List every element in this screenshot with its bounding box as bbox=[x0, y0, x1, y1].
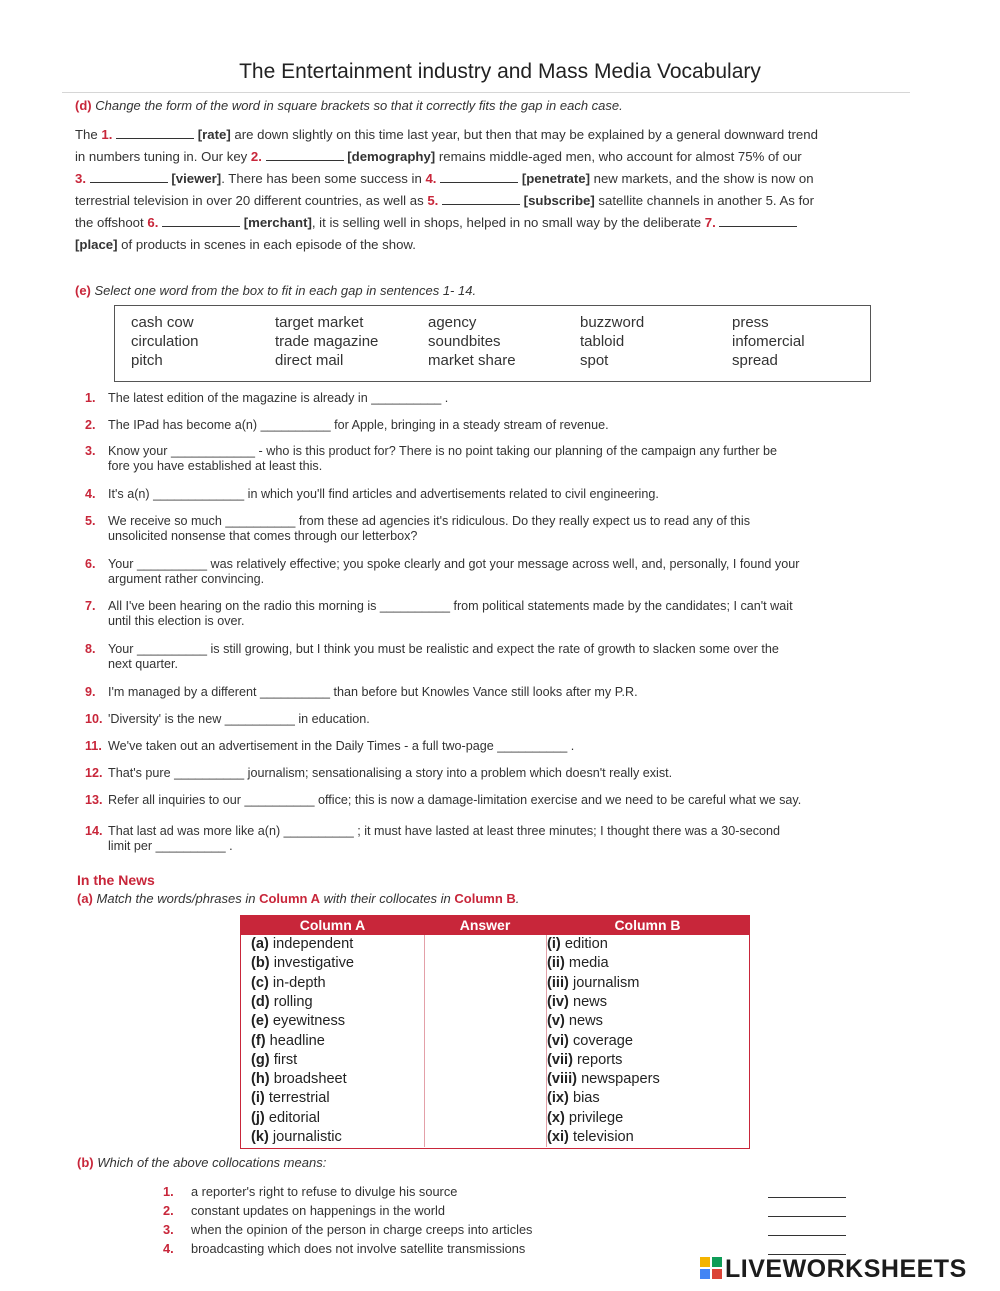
question-text-continued: limit per __________ . bbox=[108, 839, 233, 853]
question-text: The latest edition of the magazine is already in __________ . bbox=[108, 391, 449, 405]
news-a-col-a-ref: Column A bbox=[259, 891, 320, 906]
item-numeral: (v) bbox=[547, 1013, 565, 1030]
answer-cell[interactable] bbox=[427, 975, 543, 993]
word-option: pitch bbox=[131, 352, 163, 369]
item-word: reports bbox=[577, 1051, 623, 1068]
news-b-instruction bbox=[77, 1155, 326, 1170]
question-text: We receive so much __________ from these ad agencies it's ridiculous. Do they really expect us to read any of this bbox=[108, 514, 751, 528]
answer-cell[interactable] bbox=[427, 955, 543, 973]
item-letter: (g) bbox=[251, 1051, 270, 1068]
item-number: 1. bbox=[163, 1184, 174, 1199]
question-number: 9. bbox=[85, 685, 96, 699]
column-a-item bbox=[251, 1071, 347, 1087]
question-text-continued: unsolicited nonsense that comes through our letterbox? bbox=[108, 529, 418, 543]
question-number: 5. bbox=[85, 514, 96, 528]
column-a-item bbox=[251, 936, 353, 952]
item-word: investigative bbox=[273, 955, 355, 972]
word-option: buzzword bbox=[580, 314, 645, 331]
paragraph-line bbox=[75, 234, 910, 256]
answer-cell[interactable] bbox=[427, 1110, 543, 1128]
word-option: target market bbox=[275, 314, 364, 331]
word-option: spot bbox=[580, 352, 609, 369]
column-b-item bbox=[547, 936, 608, 952]
paragraph-line bbox=[75, 212, 910, 234]
question-text: We've taken out an advertisement in the Daily Times - a full two-page __________ . bbox=[108, 739, 575, 753]
item-numeral: (ix) bbox=[547, 1090, 569, 1107]
paragraph-text: The bbox=[75, 127, 102, 142]
question-number: 6. bbox=[85, 557, 96, 571]
item-word: headline bbox=[269, 1032, 325, 1049]
item-text: a reporter's right to refuse to divulge his source bbox=[191, 1184, 458, 1199]
item-text: when the opinion of the person in charge creeps into articles bbox=[191, 1222, 533, 1237]
question-item bbox=[85, 391, 910, 406]
gap-number: 3. bbox=[75, 171, 86, 186]
section-e-instruction-text: Select one word from the box to fit in each gap in sentences 1- 14. bbox=[94, 283, 477, 298]
item-letter: (c) bbox=[251, 974, 269, 991]
gap-number: 6. bbox=[147, 215, 159, 230]
question-text: That's pure __________ journalism; sensationalising a story into a problem which doesn't really exist. bbox=[108, 766, 673, 780]
column-b-item bbox=[547, 1090, 600, 1106]
item-number: 3. bbox=[163, 1222, 174, 1237]
question-number: 2. bbox=[85, 418, 96, 432]
header-column-a: Column A bbox=[299, 917, 366, 933]
section-d-paragraph bbox=[75, 124, 910, 256]
item-letter: (j) bbox=[251, 1109, 265, 1126]
news-a-text-3: . bbox=[515, 891, 520, 906]
question-item bbox=[85, 712, 910, 727]
item-letter: (e) bbox=[251, 1013, 269, 1030]
question-text: It's a(n) _____________ in which you'll find articles and advertisements related to civil engineering. bbox=[108, 487, 659, 501]
item-word: rolling bbox=[273, 993, 313, 1010]
question-number: 12. bbox=[85, 766, 103, 780]
item-word: in-depth bbox=[272, 974, 326, 991]
paragraph-text: terrestrial television in over 20 different countries, as well as bbox=[75, 193, 428, 208]
bracket-word: [penetrate] bbox=[521, 171, 590, 186]
logo-text: LIVEWORKSHEETS bbox=[725, 1255, 967, 1283]
item-word: television bbox=[572, 1129, 634, 1145]
item-numeral: (xi) bbox=[547, 1129, 569, 1145]
item-word: journalistic bbox=[272, 1129, 342, 1145]
question-number: 1. bbox=[85, 391, 96, 405]
header-column-b: Column B bbox=[614, 917, 681, 933]
bracket-word: [demography] bbox=[347, 149, 436, 164]
column-a-item bbox=[251, 1129, 342, 1145]
question-text-continued: until this election is over. bbox=[108, 614, 245, 628]
answer-gap[interactable] bbox=[442, 192, 520, 205]
question-text-continued: fore you have established at least this. bbox=[108, 459, 323, 473]
column-a-item bbox=[251, 955, 354, 971]
paragraph-text: . There has been some success in bbox=[221, 171, 426, 186]
column-a-item bbox=[251, 1033, 325, 1049]
item-letter: (f) bbox=[251, 1032, 266, 1049]
item-text: broadcasting which does not involve satellite transmissions bbox=[191, 1241, 526, 1256]
paragraph-text: satellite channels in another 5. As for bbox=[594, 193, 814, 208]
column-b-item bbox=[547, 955, 609, 971]
item-word: terrestrial bbox=[268, 1090, 330, 1107]
item-word: news bbox=[572, 993, 608, 1010]
section-d-label: (d) bbox=[75, 98, 92, 113]
item-numeral: (ii) bbox=[547, 955, 565, 972]
question-text: I'm managed by a different __________ than before but Knowles Vance still looks after my P.R. bbox=[108, 685, 638, 699]
word-option: soundbites bbox=[428, 333, 501, 350]
word-option: spread bbox=[732, 352, 778, 369]
item-word: coverage bbox=[572, 1032, 633, 1049]
paragraph-line bbox=[75, 146, 910, 168]
answer-cell[interactable] bbox=[427, 936, 543, 954]
column-a-item bbox=[251, 1090, 330, 1106]
question-item bbox=[85, 599, 910, 629]
item-word: edition bbox=[564, 936, 608, 952]
answer-gap[interactable] bbox=[440, 170, 518, 183]
bracket-word: [place] bbox=[75, 237, 118, 252]
question-number: 13. bbox=[85, 793, 103, 807]
gap-number: 1. bbox=[101, 127, 113, 142]
question-text: Your __________ was relatively effective; you spoke clearly and got your message across well, and, personally, I found your bbox=[108, 557, 800, 571]
column-a-item bbox=[251, 1110, 320, 1126]
item-word: newspapers bbox=[581, 1071, 660, 1088]
item-word: news bbox=[568, 1013, 603, 1030]
question-text: Refer all inquiries to our __________ office; this is now a damage-limitation exercise and we need to be careful what we say. bbox=[108, 793, 802, 807]
answer-gap[interactable] bbox=[719, 214, 797, 227]
answer-cell[interactable] bbox=[427, 1013, 543, 1031]
item-numeral: (vii) bbox=[547, 1051, 573, 1068]
question-number: 10. bbox=[85, 712, 103, 726]
bracket-word: [rate] bbox=[197, 127, 231, 142]
question-text: Know your ____________ - who is this product for? There is no point taking our planning of the campaign any further be bbox=[108, 444, 778, 458]
item-word: journalism bbox=[572, 974, 640, 991]
item-number: 4. bbox=[163, 1241, 174, 1256]
answer-cell[interactable] bbox=[427, 1033, 543, 1051]
news-heading: In the News bbox=[77, 872, 155, 888]
item-numeral: (i) bbox=[547, 936, 561, 952]
paragraph-text: the offshoot bbox=[75, 215, 148, 230]
paragraph-text: new markets, and the show is now on bbox=[589, 171, 814, 186]
question-item bbox=[85, 793, 910, 808]
item-word: eyewitness bbox=[272, 1013, 346, 1030]
item-word: first bbox=[273, 1051, 298, 1068]
column-a-item bbox=[251, 975, 326, 991]
item-letter: (h) bbox=[251, 1071, 270, 1088]
column-b-item bbox=[547, 975, 639, 991]
item-text: constant updates on happenings in the world bbox=[191, 1203, 445, 1218]
question-item bbox=[85, 557, 910, 587]
question-item bbox=[85, 487, 910, 502]
table-divider bbox=[424, 935, 425, 1147]
answer-line[interactable] bbox=[768, 1197, 846, 1198]
answer-cell[interactable] bbox=[427, 1052, 543, 1070]
item-letter: (k) bbox=[251, 1129, 269, 1145]
word-option: cash cow bbox=[131, 314, 194, 331]
paragraph-text: in numbers tuning in. Our key bbox=[75, 149, 251, 164]
word-option: circulation bbox=[131, 333, 199, 350]
question-text: All I've been hearing on the radio this morning is __________ from political statements made by the candidates; I can't wait bbox=[108, 599, 793, 613]
news-a-label: (a) bbox=[77, 891, 93, 906]
column-b-item bbox=[547, 1013, 603, 1029]
logo-icon bbox=[700, 1257, 722, 1279]
column-b-item bbox=[547, 1110, 623, 1126]
news-a-text-1: Match the words/phrases in bbox=[96, 891, 260, 906]
column-b-item bbox=[547, 994, 607, 1010]
item-numeral: (x) bbox=[547, 1109, 565, 1126]
title-divider bbox=[62, 92, 910, 93]
column-b-item bbox=[547, 1071, 660, 1087]
answer-line[interactable] bbox=[768, 1216, 846, 1217]
question-item bbox=[85, 444, 910, 474]
item-numeral: (viii) bbox=[547, 1071, 577, 1088]
word-box bbox=[114, 305, 871, 382]
question-item bbox=[85, 418, 910, 433]
question-text-continued: next quarter. bbox=[108, 657, 179, 671]
answer-gap[interactable] bbox=[162, 214, 240, 227]
answer-gap[interactable] bbox=[266, 148, 344, 161]
question-number: 3. bbox=[85, 444, 96, 458]
word-option: market share bbox=[428, 352, 516, 369]
question-text-continued: argument rather convincing. bbox=[108, 572, 265, 586]
word-option: direct mail bbox=[275, 352, 344, 369]
answer-cell[interactable] bbox=[427, 1090, 543, 1108]
gap-number: 2. bbox=[250, 149, 262, 164]
gap-number: 7. bbox=[704, 215, 716, 230]
page-title: The Entertainment industry and Mass Media Vocabulary bbox=[239, 60, 761, 83]
item-word: independent bbox=[272, 936, 354, 952]
news-b-label: (b) bbox=[77, 1155, 94, 1170]
match-table-header bbox=[241, 916, 749, 935]
paragraph-text: , it is selling well in shops, helped in no small way by the deliberate bbox=[311, 215, 705, 230]
answer-cell[interactable] bbox=[427, 1129, 543, 1147]
item-numeral: (iv) bbox=[547, 993, 569, 1010]
item-number: 2. bbox=[163, 1203, 174, 1218]
header-answer: Answer bbox=[459, 917, 511, 933]
column-b-item bbox=[547, 1052, 622, 1068]
answer-cell[interactable] bbox=[427, 994, 543, 1012]
column-a-item bbox=[251, 1013, 345, 1029]
word-option: press bbox=[732, 314, 769, 331]
news-a-col-b-ref: Column B bbox=[454, 891, 516, 906]
bracket-word: [viewer] bbox=[171, 171, 222, 186]
item-letter: (d) bbox=[251, 993, 270, 1010]
item-letter: (i) bbox=[251, 1090, 265, 1107]
paragraph-text: are down slightly on this time last year, but then that may be explained by a general downward trend bbox=[230, 127, 818, 142]
item-numeral: (iii) bbox=[547, 974, 569, 991]
answer-cell[interactable] bbox=[427, 1071, 543, 1089]
item-word: editorial bbox=[268, 1109, 320, 1126]
gap-number: 5. bbox=[427, 193, 439, 208]
gap-number: 4. bbox=[425, 171, 437, 186]
item-word: bias bbox=[572, 1090, 600, 1107]
item-word: privilege bbox=[568, 1109, 624, 1126]
question-item bbox=[85, 739, 910, 754]
question-number: 11. bbox=[85, 739, 102, 753]
item-letter: (a) bbox=[251, 936, 269, 952]
paragraph-line bbox=[75, 190, 910, 212]
question-item bbox=[85, 685, 910, 700]
answer-gap[interactable] bbox=[90, 170, 168, 183]
question-item bbox=[85, 642, 910, 672]
question-item bbox=[85, 514, 910, 544]
question-number: 8. bbox=[85, 642, 96, 656]
question-text: The IPad has become a(n) __________ for Apple, bringing in a steady stream of revenue. bbox=[108, 418, 609, 432]
section-d-instruction-text: Change the form of the word in square brackets so that it correctly fits the gap in each case. bbox=[95, 98, 623, 113]
paragraph-line bbox=[75, 124, 910, 146]
section-d-instruction bbox=[75, 98, 623, 113]
paragraph-text: remains middle-aged men, who account for almost 75% of our bbox=[435, 149, 802, 164]
news-a-instruction bbox=[77, 891, 519, 906]
question-text: 'Diversity' is the new __________ in education. bbox=[108, 712, 370, 726]
word-option: infomercial bbox=[732, 333, 805, 350]
bracket-word: [merchant] bbox=[243, 215, 312, 230]
question-number: 4. bbox=[85, 487, 96, 501]
paragraph-line bbox=[75, 168, 910, 190]
word-option: agency bbox=[428, 314, 477, 331]
column-a-item bbox=[251, 1052, 297, 1068]
column-b-item bbox=[547, 1033, 633, 1049]
question-text: Your __________ is still growing, but I think you must be realistic and expect the rate of growth to slacken some over the bbox=[108, 642, 779, 656]
answer-gap[interactable] bbox=[116, 126, 194, 139]
liveworksheets-logo bbox=[700, 1255, 967, 1284]
paragraph-text: of products in scenes in each episode of the show. bbox=[117, 237, 416, 252]
question-text: That last ad was more like a(n) __________ ; it must have lasted at least three minutes; I thought there was a 30-second bbox=[108, 824, 781, 838]
match-table bbox=[240, 915, 750, 1149]
item-word: broadsheet bbox=[273, 1071, 347, 1088]
question-number: 14. bbox=[85, 824, 103, 838]
item-word: media bbox=[568, 955, 609, 972]
item-numeral: (vi) bbox=[547, 1032, 569, 1049]
answer-line[interactable] bbox=[768, 1235, 846, 1236]
word-option: tabloid bbox=[580, 333, 625, 350]
item-letter: (b) bbox=[251, 955, 270, 972]
news-a-text-2: with their collocates in bbox=[320, 891, 455, 906]
column-b-item bbox=[547, 1129, 634, 1145]
column-a-item bbox=[251, 994, 313, 1010]
question-item bbox=[85, 766, 910, 781]
section-e-label: (e) bbox=[75, 283, 91, 298]
question-item bbox=[85, 824, 910, 854]
question-number: 7. bbox=[85, 599, 96, 613]
section-e-instruction bbox=[75, 283, 476, 298]
bracket-word: [subscribe] bbox=[523, 193, 595, 208]
word-option: trade magazine bbox=[275, 333, 379, 350]
news-b-instruction-text: Which of the above collocations means: bbox=[97, 1155, 327, 1170]
